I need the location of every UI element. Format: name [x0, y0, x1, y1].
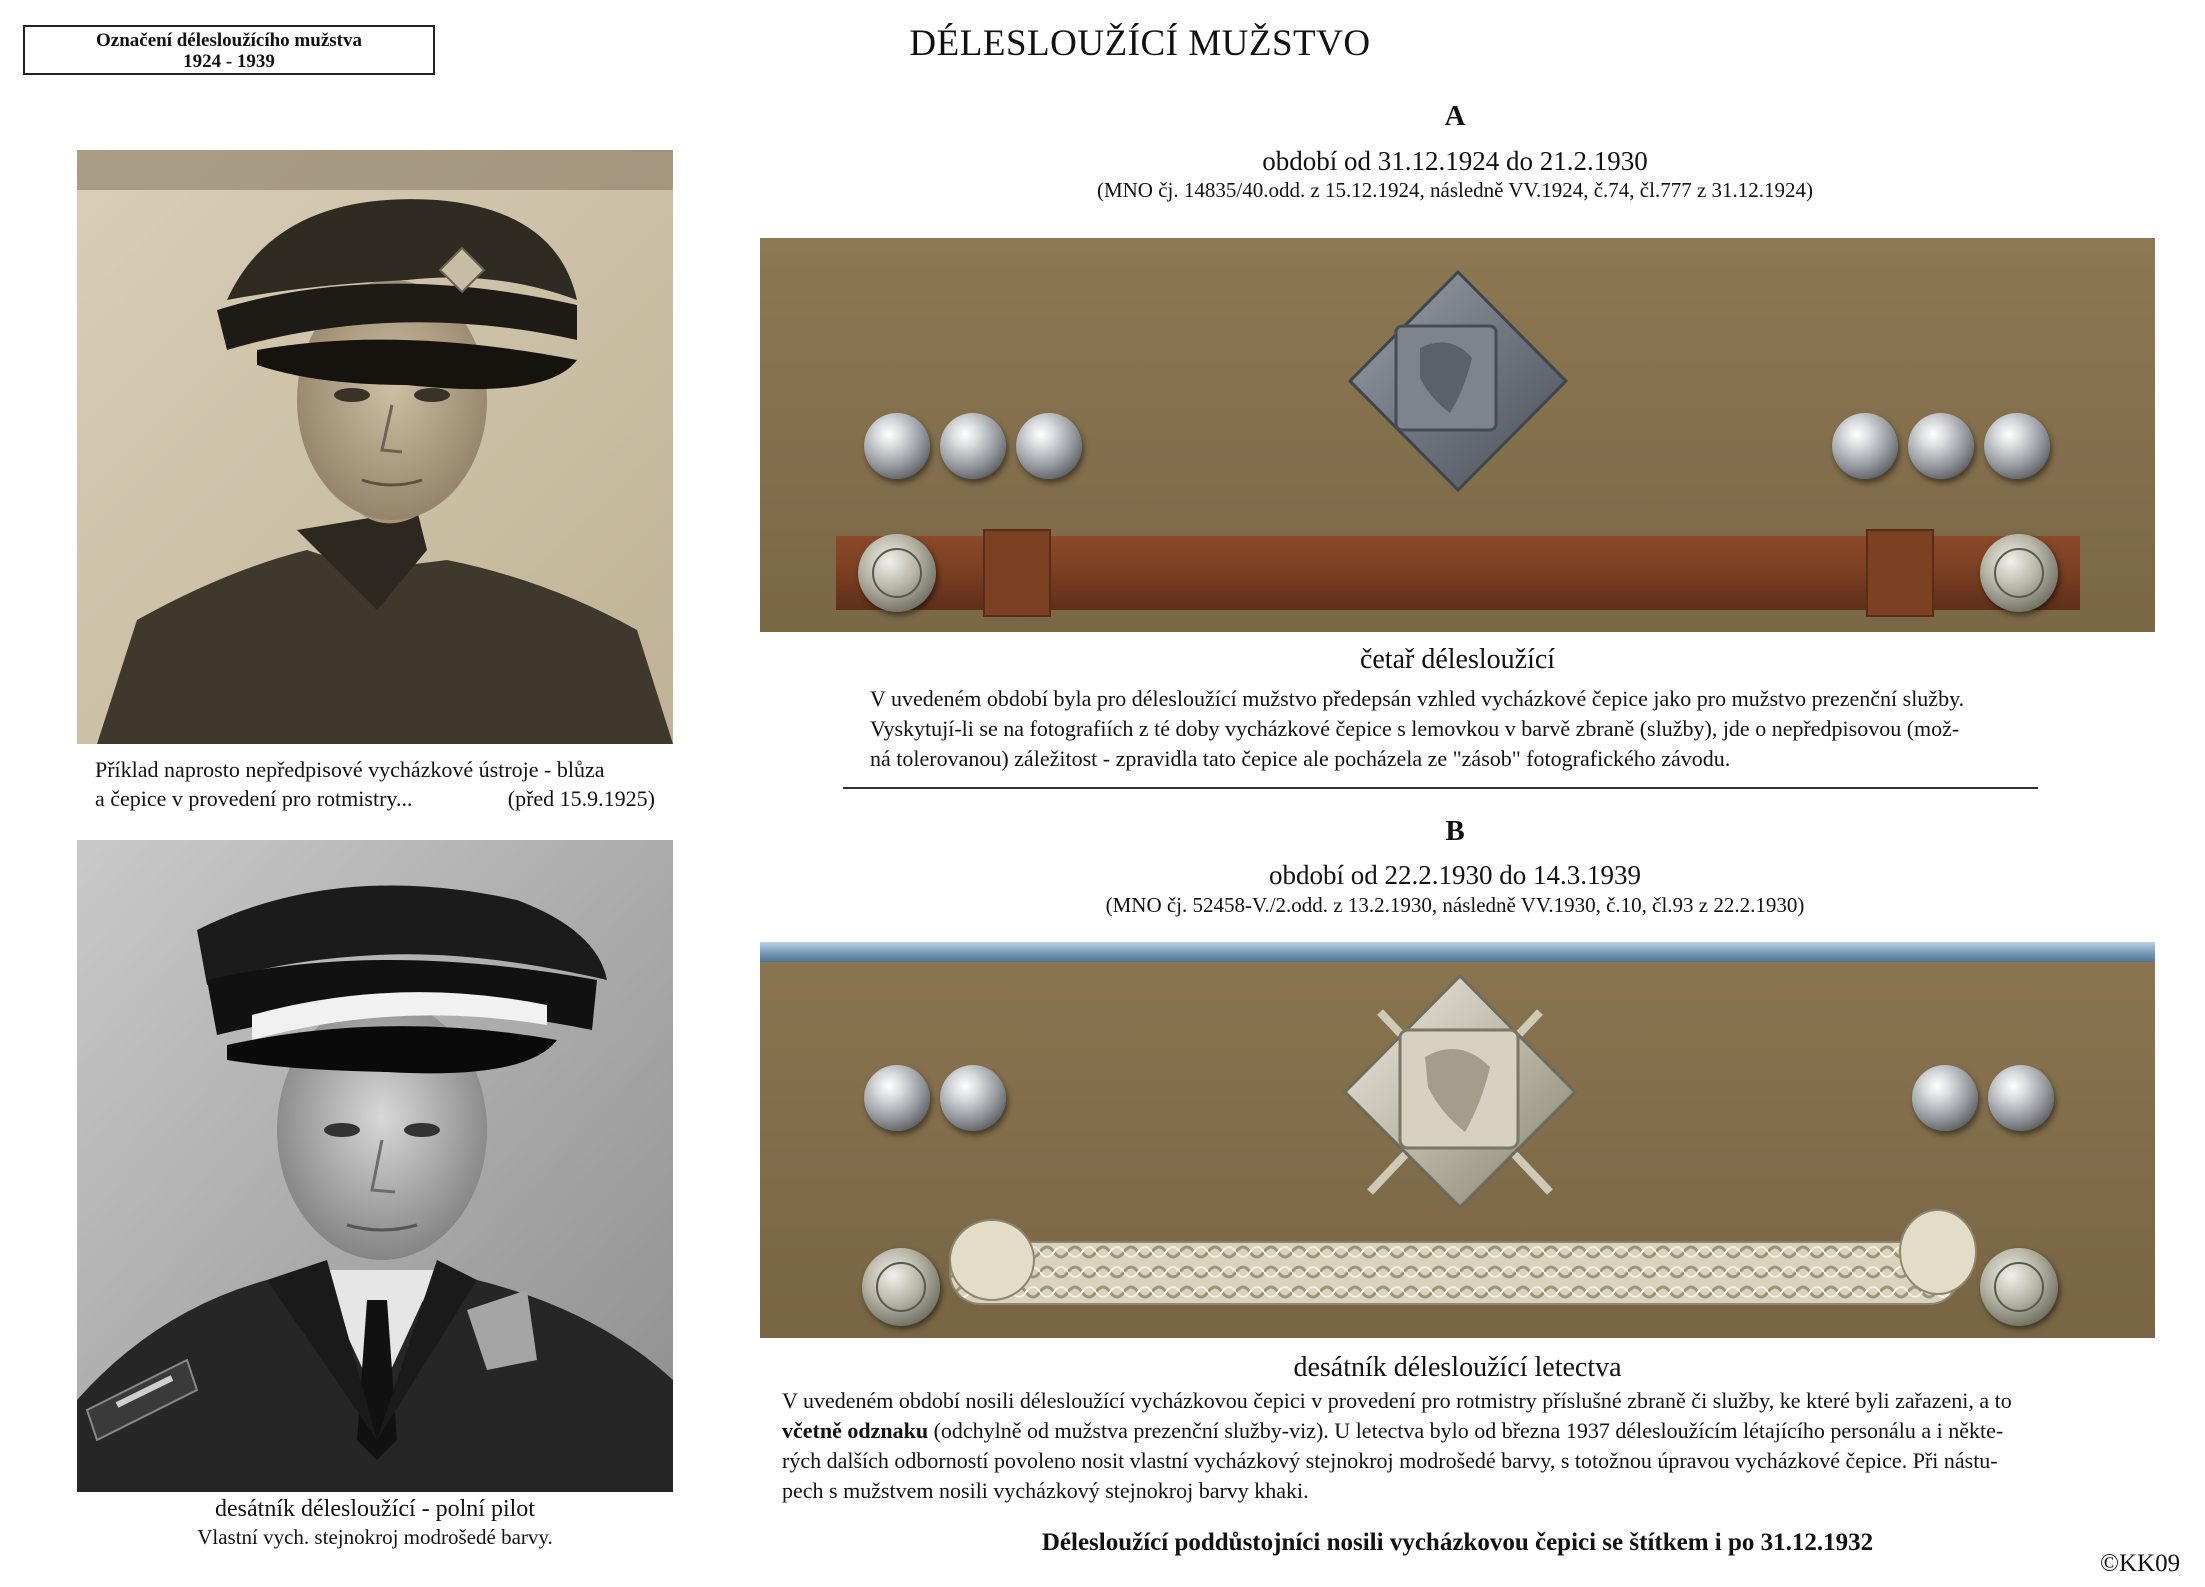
cap-stud-a-right-1	[1832, 413, 1898, 479]
section-b-paragraph	[782, 1386, 2122, 1506]
photo1-caption-line2: a čepice v provedení pro rotmistry...	[95, 786, 413, 811]
cap-button-a-left	[858, 534, 936, 612]
photo1-caption-row2	[95, 784, 655, 813]
photo2-caption-line2: Vlastní vych. stejnokroj modrošedé barvy.	[197, 1525, 553, 1549]
cap-button-b-left	[862, 1248, 940, 1326]
section-a-para-line1: V uvedeném období byla pro délesloužící mužstvo předepsán vzhled vycházkové čepice jako pro mužstvo prezenční služby.	[870, 686, 1965, 711]
sepia-portrait-image	[77, 150, 673, 744]
cap-stud-a-left-3	[1016, 413, 1082, 479]
section-divider	[843, 787, 2038, 789]
section-b-letter: B	[1445, 815, 1465, 847]
cap-stud-b-right-1	[1912, 1065, 1978, 1131]
copyright: ©KK09	[2100, 1550, 2181, 1577]
header-box	[23, 25, 435, 75]
photo1-caption-date: (před 15.9.1925)	[507, 786, 655, 811]
section-b-para-bold: včetně odznaku	[782, 1418, 929, 1443]
cap-panel-a	[760, 238, 2155, 632]
section-a-decree: (MNO čj. 14835/40.odd. z 15.12.1924, následně VV.1924, č.74, čl.777 z 31.12.1924)	[1096, 178, 1814, 202]
section-b-para-line3: rých dalších odborností povoleno nosit vlastní vycházkový stejnokroj modrošedé barvy, s totožnou úpravou vycházkové čepice. Při nástu-	[782, 1448, 1998, 1473]
cap-panel-b-image	[760, 942, 2155, 1338]
section-b-para-line1: V uvedeném období nosili délesloužící vycházkovou čepici v provedení pro rotmistry příslušné zbraně či služby, ke které byli zařazeni, a to	[782, 1388, 2012, 1413]
section-a-letter: A	[1444, 100, 1466, 132]
photo2-caption-line1: desátník délesloužící - polní pilot	[215, 1496, 535, 1522]
section-a-para-line3: ná tolerovanou) záležitost - zpravidla tato čepice ale pocházela ze "zásob" fotografického závodu.	[870, 746, 1731, 771]
cap-stud-b-left-2	[940, 1065, 1006, 1131]
section-b-period: období od 22.2.1930 do 14.3.1939	[1268, 860, 1641, 890]
cap-stud-a-left-2	[940, 413, 1006, 479]
photo-sepia-portrait	[77, 150, 673, 744]
section-b-decree: (MNO čj. 52458-V./2.odd. z 13.2.1930, následně VV.1930, č.10, čl.93 z 22.2.1930)	[1105, 893, 1805, 917]
panel-b-label: desátník délesloužící letectva	[1293, 1352, 1622, 1383]
cap-button-a-right	[1980, 534, 2058, 612]
page-title: DÉLESLOUŽÍCÍ MUŽSTVO	[909, 23, 1371, 64]
cap-stud-a-right-3	[1984, 413, 2050, 479]
cap-stud-a-right-2	[1908, 413, 1974, 479]
cap-stud-b-left-1	[864, 1065, 930, 1131]
cap-panel-b	[760, 942, 2155, 1338]
section-b-para-line2-rest: (odchylně od mužstva prezenční služby-viz). U letectva bylo od března 1937 délesloužícím létajícího personálu a i někte-	[928, 1418, 2004, 1443]
cap-stud-a-left-1	[864, 413, 930, 479]
section-a-paragraph	[870, 684, 2070, 774]
cap-stud-b-right-2	[1988, 1065, 2054, 1131]
photo-bw-portrait	[77, 840, 673, 1492]
cap-button-b-right	[1980, 1248, 2058, 1326]
bw-portrait-image	[77, 840, 673, 1492]
header-box-line2: 1924 - 1939	[183, 51, 275, 72]
section-a-period: období od 31.12.1924 do 21.2.1930	[1262, 146, 1648, 176]
photo2-caption	[77, 1495, 673, 1550]
photo1-caption	[95, 755, 655, 813]
section-b-bold-note: Délesloužící poddůstojníci nosili vycházkovou čepici se štítkem i po 31.12.1932	[1041, 1529, 1874, 1556]
header-box-line1: Označení délesloužícího mužstva	[96, 30, 362, 51]
section-b-para-line2	[782, 1416, 2122, 1446]
section-a-para-line2: Vyskytují-li se na fotografiích z té doby vycházkové čepice s lemovkou v barvě zbraně (služby), jde o nepředpisovou (mož-	[870, 716, 1960, 741]
panel-a-label: četař délesloužící	[1359, 644, 1556, 675]
photo1-caption-line1: Příklad naprosto nepředpisové vycházkové ústroje - blůza	[95, 757, 605, 782]
section-b-para-line4: pech s mužstvem nosili vycházkový stejnokroj barvy khaki.	[782, 1478, 1309, 1503]
